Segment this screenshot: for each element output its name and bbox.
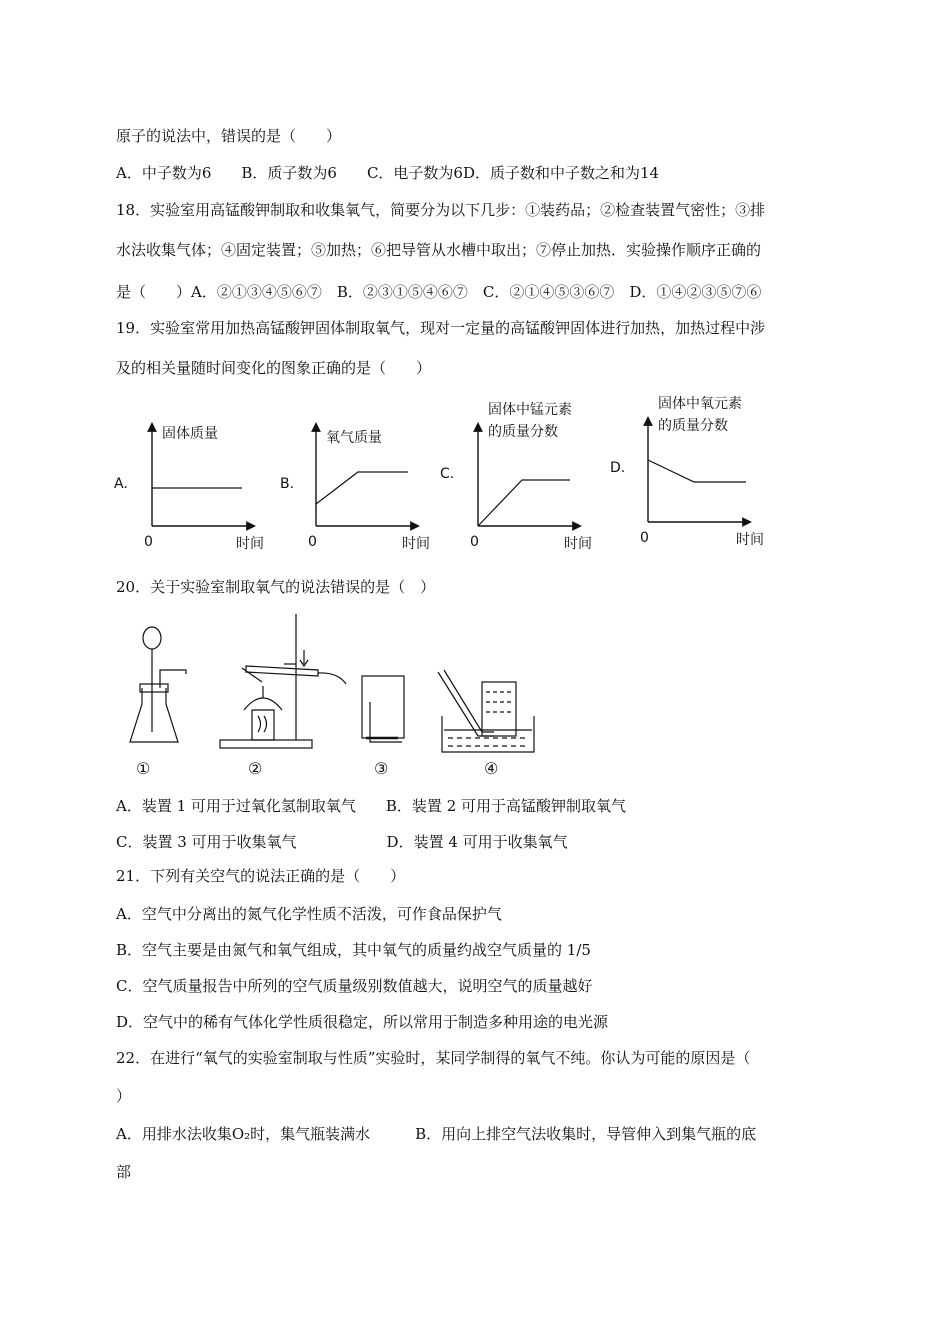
- apparatus-label: ④: [484, 759, 499, 778]
- graph-ylabel: 固体中氧元素: [658, 396, 742, 412]
- graph-curve: [478, 480, 570, 526]
- graph-d: [610, 395, 764, 548]
- text-line: 水法收集气体；④固定装置；⑤加热；⑥把导管从水槽中取出；⑦停止加热．实验操作顺序正确的: [116, 241, 762, 259]
- text-line: 是（ ）A．②①③④⑤⑥⑦ B．②③①⑤④⑥⑦ C．②①④⑤③⑥⑦ D．①④②③⑤⑦⑥: [116, 283, 762, 301]
- text-line: A．装置 1 可用于过氧化氢制取氧气 B．装置 2 可用于高锰酸钾制取氧气: [116, 797, 627, 815]
- graph-origin: 0: [640, 530, 649, 546]
- apparatus-label: ③: [374, 759, 389, 778]
- text-line: 部: [116, 1163, 132, 1181]
- graph-curve: [316, 472, 408, 504]
- graph-xlabel: 时间: [736, 532, 764, 548]
- graph-option-label: C.: [440, 466, 455, 482]
- text-line: C．装置 3 可用于收集氧气 D．装置 4 可用于收集氧气: [116, 833, 568, 851]
- graph-origin: 0: [308, 534, 317, 550]
- conical-flask-icon: [130, 627, 186, 742]
- graph-option-label: A.: [114, 476, 128, 492]
- water-trough-icon: [438, 670, 534, 752]
- graph-ylabel: 的质量分数: [658, 418, 728, 434]
- text-line: 20．关于实验室制取氧气的说法错误的是（ ）: [116, 578, 436, 596]
- graph-curve: [648, 460, 746, 482]
- text-line: A．用排水法收集O₂时，集气瓶装满水 B．用向上排空气法收集时，导管伸入到集气瓶的底: [116, 1125, 757, 1143]
- graph-c: [440, 401, 592, 552]
- text-line: 原子的说法中，错误的是（ ）: [116, 127, 342, 145]
- graph-xlabel: 时间: [236, 536, 264, 552]
- apparatus-label: ②: [248, 759, 263, 778]
- heating-setup-icon: [220, 614, 346, 748]
- apparatus-figure: [112, 612, 552, 784]
- text-line: 21．下列有关空气的说法正确的是（ ）: [116, 867, 406, 885]
- graph-svg: [108, 388, 788, 558]
- text-line: 19．实验室常用加热高锰酸钾固体制取氧气，现对一定量的高锰酸钾固体进行加热，加热过程中涉: [116, 319, 766, 337]
- graph-options: [108, 388, 788, 558]
- text-line: C．空气质量报告中所列的空气质量级别数值越大，说明空气的质量越好: [116, 977, 593, 995]
- graph-origin: 0: [470, 534, 479, 550]
- graph-ylabel: 固体中锰元素: [488, 402, 572, 418]
- graph-origin: 0: [144, 534, 153, 550]
- apparatus-label: ①: [136, 759, 151, 778]
- text-line: 及的相关量随时间变化的图象正确的是（ ）: [116, 359, 432, 377]
- text-line: 22．在进行“氧气的实验室制取与性质”实验时，某同学制得的氧气不纯。你认为可能的原因是（: [116, 1049, 751, 1067]
- text-line: 18．实验室用高锰酸钾制取和收集氧气，简要分为以下几步：①装药品；②检查装置气密性；③排: [116, 201, 766, 219]
- graph-option-label: B.: [280, 476, 295, 492]
- graph-ylabel: 的质量分数: [488, 424, 558, 440]
- text-line: B．空气主要是由氮气和氧气组成，其中氧气的质量约战空气质量的 1/5: [116, 941, 591, 959]
- gas-bottle-icon: [362, 676, 404, 742]
- graph-a: [114, 424, 264, 552]
- text-line: A．中子数为6 B．质子数为6 C．电子数为6D．质子数和中子数之和为14: [116, 164, 660, 182]
- text-line: ）: [116, 1087, 132, 1105]
- graph-xlabel: 时间: [564, 536, 592, 552]
- text-line: D．空气中的稀有气体化学性质很稳定，所以常用于制造多种用途的电光源: [116, 1013, 609, 1031]
- graph-xlabel: 时间: [402, 536, 430, 552]
- graph-ylabel: 固体质量: [162, 426, 218, 442]
- graph-b: [280, 424, 430, 552]
- apparatus-svg: [112, 612, 552, 784]
- text-line: A．空气中分离出的氮气化学性质不活泼，可作食品保护气: [116, 905, 502, 923]
- graph-ylabel: 氧气质量: [326, 430, 382, 446]
- graph-option-label: D.: [610, 460, 626, 476]
